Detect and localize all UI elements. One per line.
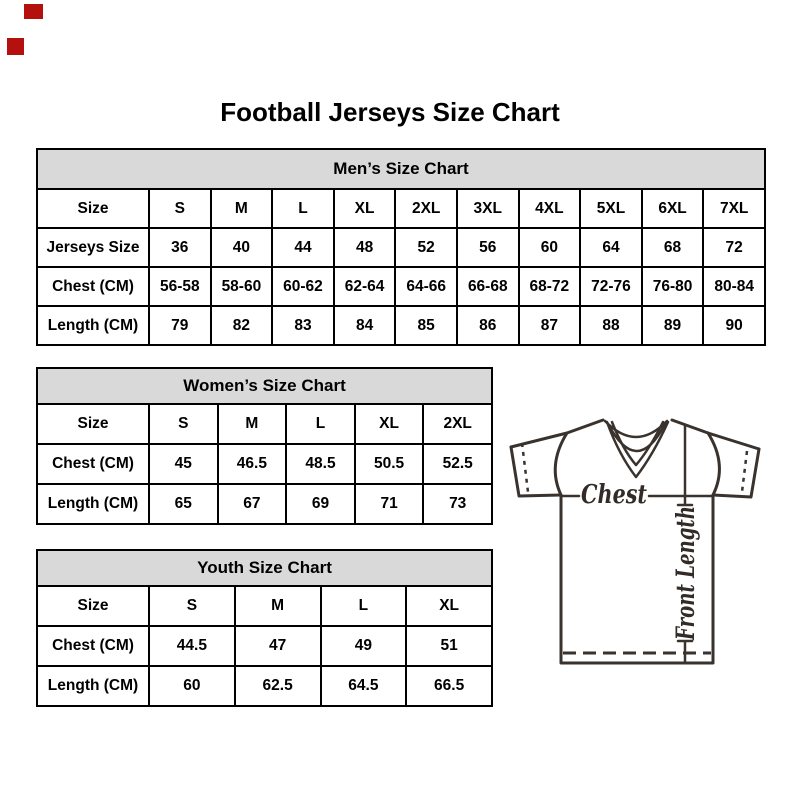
front-length-label: Front Length (671, 455, 700, 640)
cell-value: 76-80 (642, 267, 704, 306)
cell-value: M (235, 586, 321, 626)
row-label: Length (CM) (37, 666, 149, 706)
cell-value: 46.5 (218, 444, 287, 484)
cell-value: 48.5 (286, 444, 355, 484)
row-label: Chest (CM) (37, 626, 149, 666)
row-label: Size (37, 189, 149, 228)
cell-value: 48 (334, 228, 396, 267)
cell-value: 69 (286, 484, 355, 524)
cell-value: 56 (457, 228, 519, 267)
jersey-left-cuff-stitch (522, 443, 528, 492)
cell-value: 65 (149, 484, 218, 524)
cell-value: 86 (457, 306, 519, 345)
cell-value: 36 (149, 228, 211, 267)
chest-label: Chest (581, 480, 647, 510)
cell-value: 73 (423, 484, 492, 524)
cell-value: 52.5 (423, 444, 492, 484)
cell-value: L (272, 189, 334, 228)
table-row (37, 666, 492, 706)
table-header-row (37, 550, 492, 586)
jersey-vneck-inner (612, 422, 663, 465)
row-label: Chest (CM) (37, 267, 149, 306)
cell-value: L (286, 404, 355, 444)
jersey-left-sleeve (511, 447, 561, 496)
cell-value: 52 (395, 228, 457, 267)
cell-value: 45 (149, 444, 218, 484)
table-row (37, 306, 765, 345)
cell-value: 50.5 (355, 444, 424, 484)
cell-value: 6XL (642, 189, 704, 228)
row-label: Length (CM) (37, 306, 149, 345)
cell-value: XL (406, 586, 492, 626)
red-corner-mark (7, 38, 24, 55)
cell-value: 67 (218, 484, 287, 524)
row-label: Size (37, 404, 149, 444)
cell-value: 40 (211, 228, 273, 267)
table-row (37, 189, 765, 228)
row-label: Jerseys Size (37, 228, 149, 267)
table-row (37, 444, 492, 484)
mens-table-title: Men’s Size Chart (37, 149, 765, 189)
table-row (37, 228, 765, 267)
row-label: Chest (CM) (37, 444, 149, 484)
jersey-right-cuff-stitch (742, 451, 747, 492)
cell-value: S (149, 404, 218, 444)
cell-value: S (149, 189, 211, 228)
cell-value: 62.5 (235, 666, 321, 706)
cell-value: 90 (703, 306, 765, 345)
cell-value: 88 (580, 306, 642, 345)
cell-value: 80-84 (703, 267, 765, 306)
red-corner-mark (24, 4, 43, 19)
cell-value: 49 (321, 626, 407, 666)
cell-value: 58-60 (211, 267, 273, 306)
cell-value: 56-58 (149, 267, 211, 306)
cell-value: 89 (642, 306, 704, 345)
page-title: Football Jerseys Size Chart (220, 97, 560, 127)
cell-value: 82 (211, 306, 273, 345)
cell-value: 4XL (519, 189, 581, 228)
cell-value: 44 (272, 228, 334, 267)
table-row (37, 404, 492, 444)
cell-value: 2XL (423, 404, 492, 444)
cell-value: 62-64 (334, 267, 396, 306)
cell-value: 83 (272, 306, 334, 345)
cell-value: 68-72 (519, 267, 581, 306)
cell-value: 79 (149, 306, 211, 345)
mens-size-chart-table (36, 148, 766, 346)
cell-value: 60 (149, 666, 235, 706)
jersey-left-shoulder (511, 420, 603, 447)
cell-value: 72-76 (580, 267, 642, 306)
cell-value: 51 (406, 626, 492, 666)
table-row (37, 267, 765, 306)
table-header-row (37, 368, 492, 404)
cell-value: S (149, 586, 235, 626)
cell-value: 60-62 (272, 267, 334, 306)
cell-value: 85 (395, 306, 457, 345)
cell-value: 84 (334, 306, 396, 345)
youth-size-chart-table (36, 549, 493, 707)
cell-value: M (211, 189, 273, 228)
womens-table-title: Women’s Size Chart (37, 368, 492, 404)
table-row (37, 586, 492, 626)
cell-value: 2XL (395, 189, 457, 228)
womens-size-chart-table (36, 367, 493, 525)
cell-value: M (218, 404, 287, 444)
cell-value: 7XL (703, 189, 765, 228)
youth-table-title: Youth Size Chart (37, 550, 492, 586)
jersey-left-armhole-seam (555, 433, 567, 495)
cell-value: 66.5 (406, 666, 492, 706)
cell-value: 64 (580, 228, 642, 267)
cell-value: 64-66 (395, 267, 457, 306)
cell-value: L (321, 586, 407, 626)
cell-value: 64.5 (321, 666, 407, 706)
cell-value: 87 (519, 306, 581, 345)
cell-value: 5XL (580, 189, 642, 228)
cell-value: 44.5 (149, 626, 235, 666)
cell-value: 68 (642, 228, 704, 267)
row-label: Length (CM) (37, 484, 149, 524)
jersey-right-armhole-seam (708, 433, 719, 495)
row-label: Size (37, 586, 149, 626)
cell-value: 66-68 (457, 267, 519, 306)
cell-value: XL (355, 404, 424, 444)
table-row (37, 484, 492, 524)
cell-value: 72 (703, 228, 765, 267)
jersey-measurement-diagram (495, 395, 785, 685)
cell-value: 47 (235, 626, 321, 666)
cell-value: 3XL (457, 189, 519, 228)
table-row (37, 626, 492, 666)
cell-value: 60 (519, 228, 581, 267)
cell-value: XL (334, 189, 396, 228)
table-header-row (37, 149, 765, 189)
cell-value: 71 (355, 484, 424, 524)
